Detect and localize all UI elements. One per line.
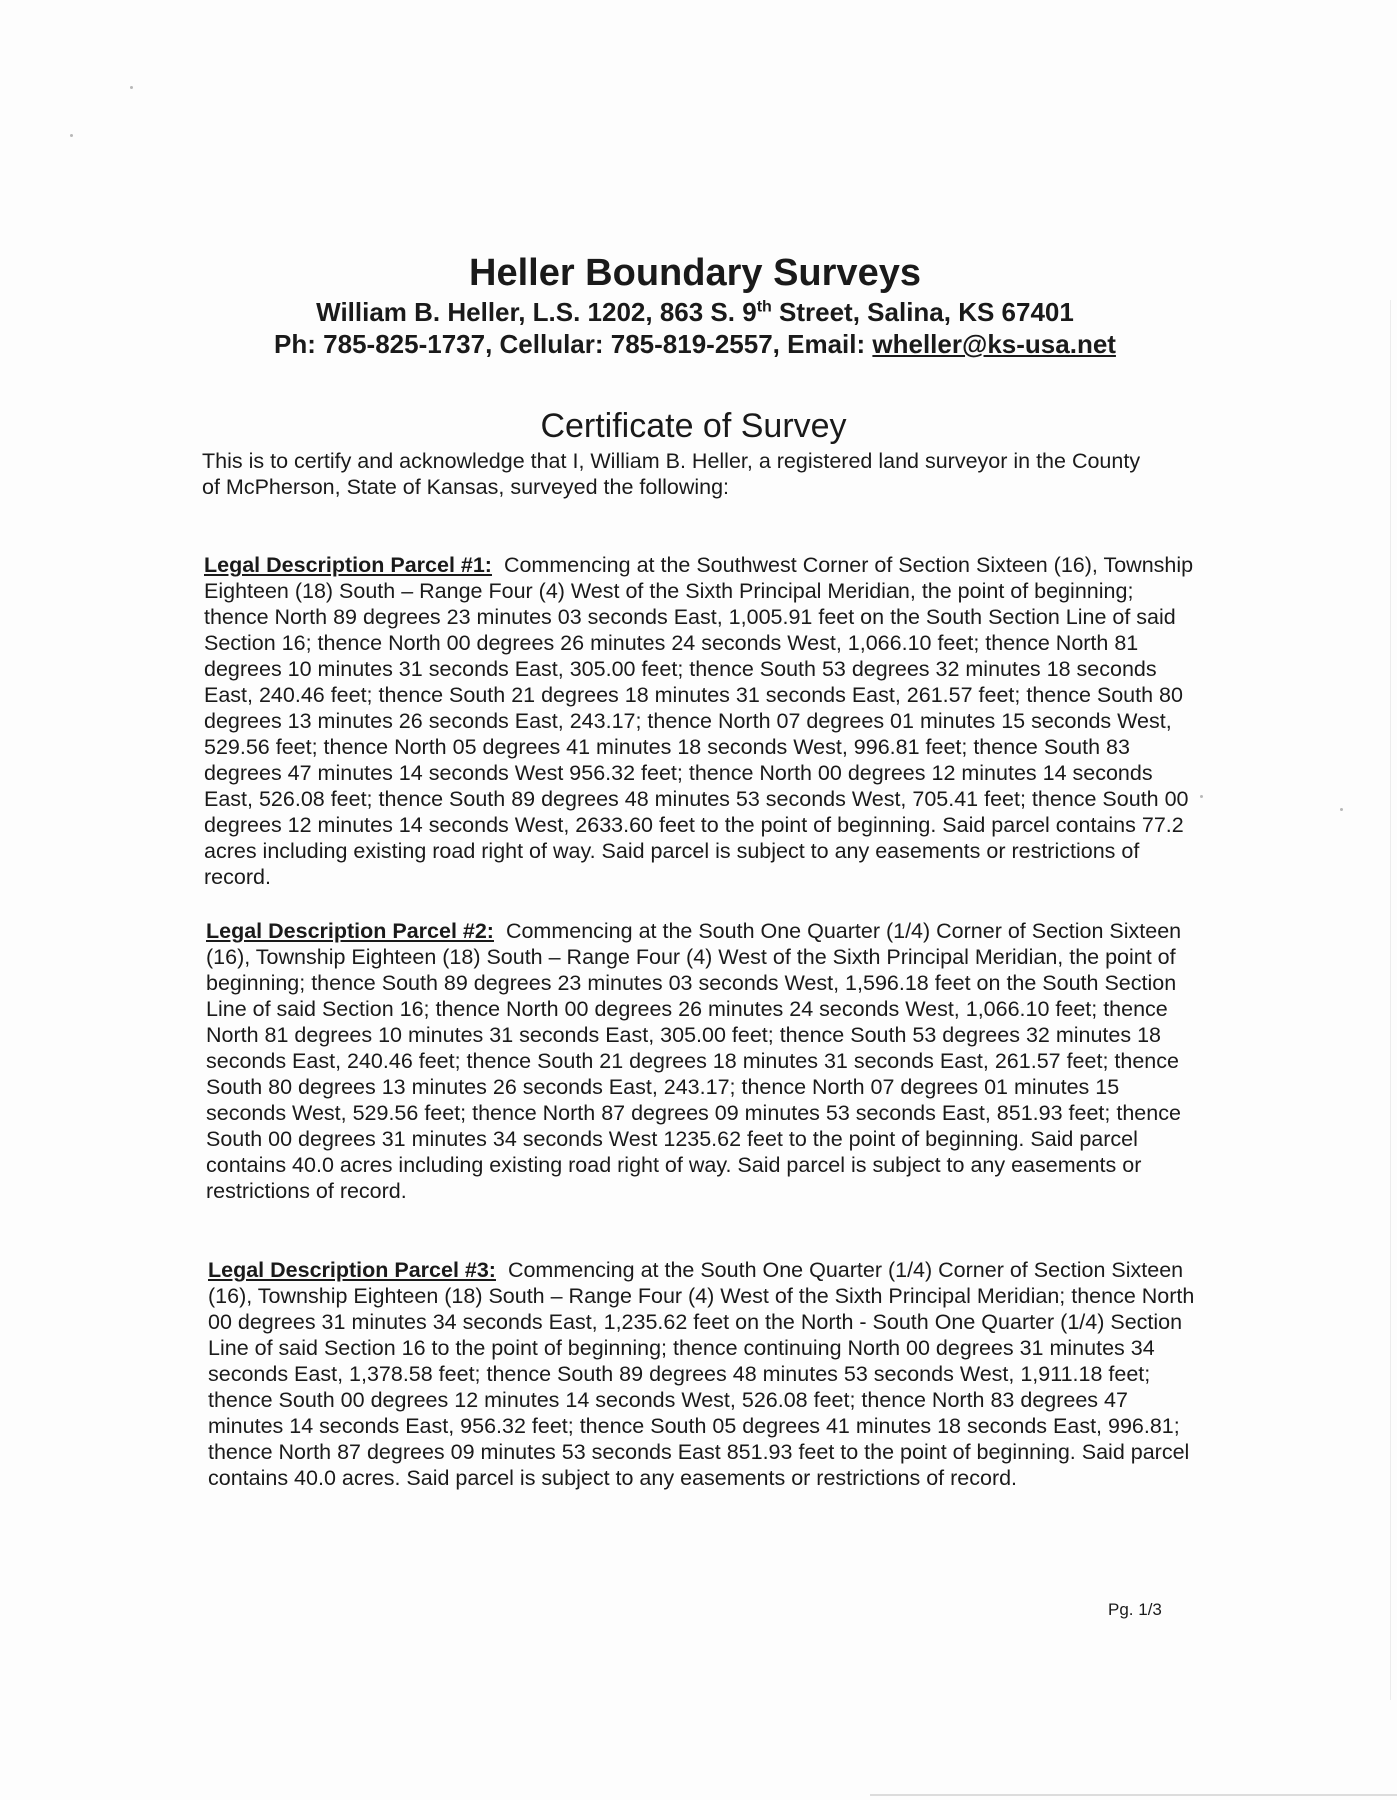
parcel-1-text: Commencing at the Southwest Corner of Section Sixteen (16), Township Eighteen (18) South – Range Four (4) West of the Sixth Principal Meridian, the point of beginning; thence North 89 degrees 23 minutes 03 seconds East, 1,005.91 feet on the South Section Line of said Section 16; thence North 00 degrees 26 minutes 24 seconds West, 1,066.10 feet; thence North 81 degrees 10 minutes 31 seconds East, 305.00 feet; thence South 53 degrees 32 minutes 18 seconds East, 240.46 feet; thence South 21 degrees 18 minutes 31 seconds East, 261.57 feet; thence South 80 degrees 13 minutes 26 seconds East, 243.17; thence North 07 degrees 01 minutes 15 seconds West, 529.56 feet; thence North 05 degrees 41 minutes 18 seconds West, 996.81 feet; thence South 83 degrees 47 minutes 14 seconds West 956.32 feet; thence North 00 degrees 12 minutes 14 seconds East, 526.08 feet; thence South 89 degrees 48 minutes 53 seconds West, 705.41 feet; thence South 00 degrees 12 minutes 14 seconds West, 2633.60 feet to the point of beginning. Said parcel contains 77.2 acres including existing road right of way. Said parcel is subject to any easements or restrictions of record. (204, 553, 1194, 889)
parcel-2-text: Commencing at the South One Quarter (1/4) Corner of Section Sixteen (16), Township Eighteen (18) South – Range Four (4) West of the Sixth Principal Meridian, the point of beginning; thence South 89 degrees 23 minutes 03 seconds West, 1,596.18 feet on the South Section Line of said Section 16; thence North 00 degrees 26 minutes 24 seconds West, 1,066.10 feet; thence North 81 degrees 10 minutes 31 seconds East, 305.00 feet; thence South 53 degrees 32 minutes 18 seconds East, 240.46 feet; thence South 21 degrees 18 minutes 31 seconds East, 261.57 feet; thence South 80 degrees 13 minutes 26 seconds East, 243.17; thence North 07 degrees 01 minutes 15 seconds West, 529.56 feet; thence North 87 degrees 09 minutes 53 seconds East, 851.93 feet; thence South 00 degrees 31 minutes 34 seconds West 1235.62 feet to the point of beginning. Said parcel contains 40.0 acres including existing road right of way. Said parcel is subject to any easements or restrictions of record. (206, 919, 1182, 1203)
certificate-title: Certificate of Survey (540, 407, 847, 445)
scan-bottom-edge (870, 1794, 1397, 1796)
scan-speck (70, 134, 73, 137)
parcel-3-heading: Legal Description Parcel #3: (208, 1258, 496, 1282)
scan-speck (1200, 795, 1203, 798)
address-text: William B. Heller, L.S. 1202, 863 S. 9 (316, 297, 757, 327)
parcel-1-description (204, 552, 1194, 890)
address-text-end: Street, Salina, KS 67401 (771, 297, 1074, 327)
parcel-1-heading: Legal Description Parcel #1: (204, 553, 492, 577)
email-link[interactable]: wheller@ks-usa.net (872, 329, 1116, 359)
certificate-intro: This is to certify and acknowledge that I, William B. Heller, a registered land surveyor in the County of McPherson, State of Kansas, surveyed the following: (202, 449, 1141, 499)
parcel-3-text: Commencing at the South One Quarter (1/4) Corner of Section Sixteen (16), Township Eighteen (18) South – Range Four (4) West of the Sixth Principal Meridian; thence North 00 degrees 31 minutes 34 seconds East, 1,235.62 feet on the North - South One Quarter (1/4) Section Line of said Section 16 to the point of beginning; thence continuing North 00 degrees 31 minutes 34 seconds East, 1,378.58 feet; thence South 89 degrees 48 minutes 53 seconds West, 1,911.18 feet; thence South 00 degrees 12 minutes 14 seconds West, 526.08 feet; thence North 83 degrees 47 minutes 14 seconds East, 956.32 feet; thence South 05 degrees 41 minutes 18 seconds East, 996.81; thence North 87 degrees 09 minutes 53 seconds East 851.93 feet to the point of beginning. Said parcel contains 40.0 acres. Said parcel is subject to any easements or restrictions of record. (208, 1258, 1195, 1490)
scan-edge-line (1390, 300, 1391, 1700)
scan-speck (1340, 808, 1343, 811)
parcel-2-description (206, 918, 1196, 1204)
address-ordinal-suffix: th (756, 298, 772, 316)
parcel-2-heading: Legal Description Parcel #2: (206, 919, 494, 943)
contact-line (0, 328, 1390, 360)
scan-speck (130, 86, 133, 89)
phone-text: Ph: 785-825-1737, Cellular: 785-819-2557, Email: (274, 329, 873, 359)
company-name: Heller Boundary Surveys (469, 252, 921, 294)
letterhead (0, 250, 1390, 360)
address-line (0, 296, 1390, 328)
page-number: Pg. 1/3 (1108, 1600, 1162, 1619)
parcel-3-description (208, 1257, 1198, 1491)
